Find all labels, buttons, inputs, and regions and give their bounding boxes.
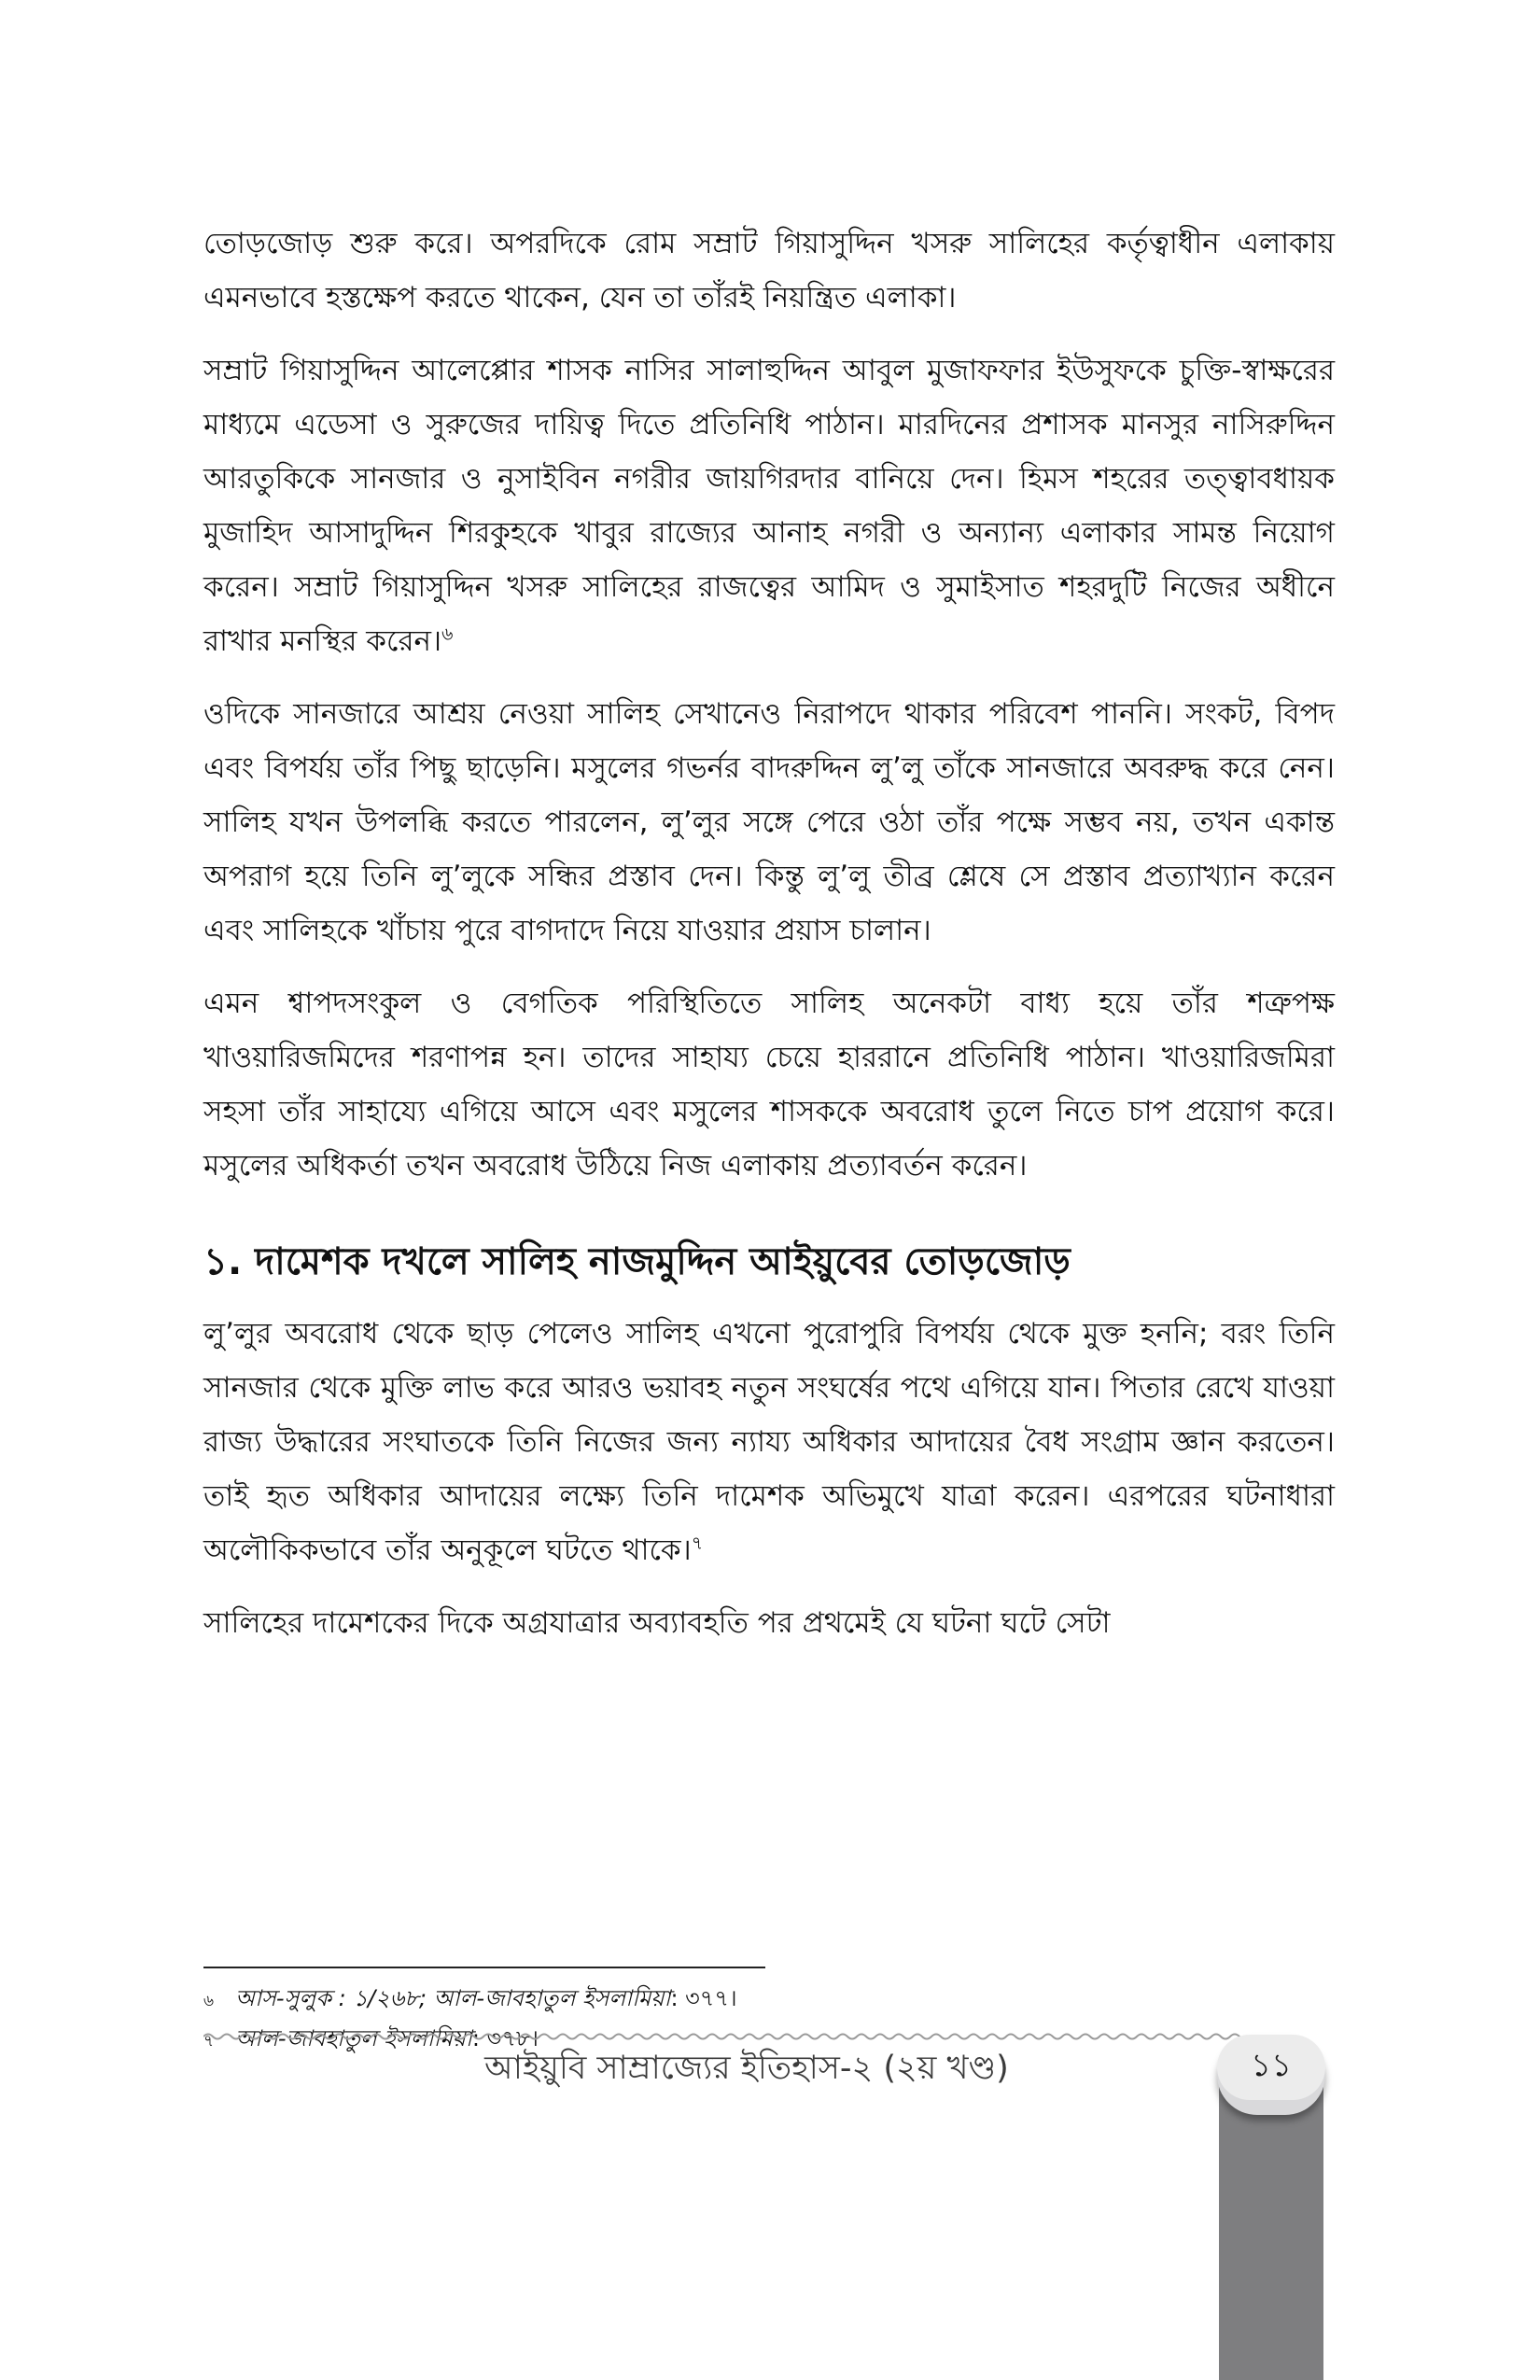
paragraph — [203, 217, 1335, 325]
paragraph-text: ওদিকে সানজারে আশ্রয় নেওয়া সালিহ সেখানেও নিরাপদে থাকার পরিবেশ পাননি। সংকট, বিপদ এবং বিপর্যয় তাঁর পিছু ছাড়েনি। মসুলের গভর্নর বাদরুদ্দিন লু’লু তাঁকে সানজারে অবরুদ্ধ করে নেন। সালিহ যখন উপলব্ধি করতে পারলেন, লু’লুর সঙ্গে পেরে ওঠা তাঁর পক্ষে সম্ভব নয়, তখন একান্ত অপরাগ হয়ে তিনি লু’লুকে সন্ধির প্রস্তাব দেন। কিন্তু লু’লু তীব্র শ্লেষে সে প্রস্তাব প্রত্যাখ্যান করেন এবং সালিহকে খাঁচায় পুরে বাগদাদে নিয়ে যাওয়ার প্রয়াস চালান। — [203, 697, 1335, 947]
footnote-source: আল-জাবহাতুল ইসলামিয়া — [235, 2025, 472, 2051]
section-heading: ১. দামেশক দখলে সালিহ নাজমুদ্দিন আইয়ুবের তোড়জোড় — [203, 1240, 1071, 1283]
paragraph-text: সম্রাট গিয়াসুদ্দিন আলেপ্পোর শাসক নাসির সালাহুদ্দিন আবুল মুজাফফার ইউসুফকে চুক্তি-স্বাক্ষরের মাধ্যমে এডেসা ও সুরুজের দায়িত্ব দিতে প্রতিনিধি পাঠান। মারদিনের প্রশাসক মানসুর নাসিরুদ্দিন আরতুকিকে সানজার ও নুসাইবিন নগরীর জায়গিরদার বানিয়ে দেন। হিমস শহরের তত্ত্বাবধায়ক মুজাহিদ আসাদুদ্দিন শিরকুহকে খাবুর রাজ্যের আনাহ নগরী ও অন্যান্য এলাকার সামন্ত নিয়োগ করেন। সম্রাট গিয়াসুদ্দিন খসরু সালিহের রাজত্বের আমিদ ও সুমাইসাত শহরদুটি নিজের অধীনে রাখার মনস্থির করেন। — [203, 354, 1335, 658]
footnote-ref[interactable]: ৬ — [441, 623, 454, 645]
paragraph — [203, 687, 1335, 958]
page-number-tab — [1217, 2035, 1325, 2115]
paragraph — [203, 343, 1335, 668]
page-number: ১১ — [1217, 2035, 1325, 2100]
footnote-source: আস-সুলুক : ১/২৬৮; আল-জাবহাতুল ইসলামিয়া — [235, 1985, 671, 2011]
paragraph-text: এমন শ্বাপদসংকুল ও বেগতিক পরিস্থিতিতে সালিহ অনেকটা বাধ্য হয়ে তাঁর শত্রুপক্ষ খাওয়ারিজমিদের শরণাপন্ন হন। তাদের সাহায্য চেয়ে হাররানে প্রতিনিধি পাঠান। খাওয়ারিজমিরা সহসা তাঁর সাহায্যে এগিয়ে আসে এবং মসুলের শাসককে অবরোধ তুলে নিতে চাপ প্রয়োগ করে। মসুলের অধিকর্তা তখন অবরোধ উঠিয়ে নিজ এলাকায় প্রত্যাবর্তন করেন। — [203, 987, 1335, 1183]
book-title: আইয়ুবি সাম্রাজ্যের ইতিহাস-২ (২য় খণ্ড) — [484, 2050, 1009, 2087]
footnote-ref[interactable]: ৭ — [691, 1533, 704, 1554]
footnote-number: ৭ — [203, 2032, 215, 2051]
paragraph — [203, 1596, 1335, 1650]
paragraph — [203, 976, 1335, 1193]
paragraph — [203, 1307, 1335, 1577]
footnote-number: ৬ — [203, 1992, 215, 2010]
paragraph-text: লু’লুর অবরোধ থেকে ছাড় পেলেও সালিহ এখনো পুরোপুরি বিপর্যয় থেকে মুক্ত হননি; বরং তিনি সানজার থেকে মুক্তি লাভ করে আরও ভয়াবহ নতুন সংঘর্ষের পথে এগিয়ে যান। পিতার রেখে যাওয়া রাজ্য উদ্ধারের সংঘাতকে তিনি নিজের জন্য ন্যায্য অধিকার আদায়ের বৈধ সংগ্রাম জ্ঞান করতেন। তাই হৃত অধিকার আদায়ের লক্ষ্যে তিনি দামেশক অভিমুখে যাত্রা করেন। এরপরের ঘটনাধারা অলৌকিকভাবে তাঁর অনুকূলে ঘটতে থাকে। — [203, 1317, 1335, 1567]
paragraph-text: সালিহের দামেশকের দিকে অগ্রযাত্রার অব্যাবহতি পর প্রথমেই যে ঘটনা ঘটে সেটা — [203, 1606, 1111, 1640]
main-text — [203, 217, 1335, 1669]
footnote — [203, 1980, 1137, 2020]
paragraph-text: তোড়জোড় শুরু করে। অপরদিকে রোম সম্রাট গিয়াসুদ্দিন খসরু সালিহের কর্তৃত্বাধীন এলাকায় এমনভাবে হস্তক্ষেপ করতে থাকেন, যেন তা তাঁরই নিয়ন্ত্রিত এলাকা। — [203, 227, 1335, 315]
footnote-page: : ৩৭৮। — [471, 2025, 539, 2051]
footnote-page: : ৩৭৭। — [670, 1985, 737, 2011]
footnote-divider — [203, 1967, 765, 1968]
page-side-bar — [1219, 2074, 1323, 2380]
